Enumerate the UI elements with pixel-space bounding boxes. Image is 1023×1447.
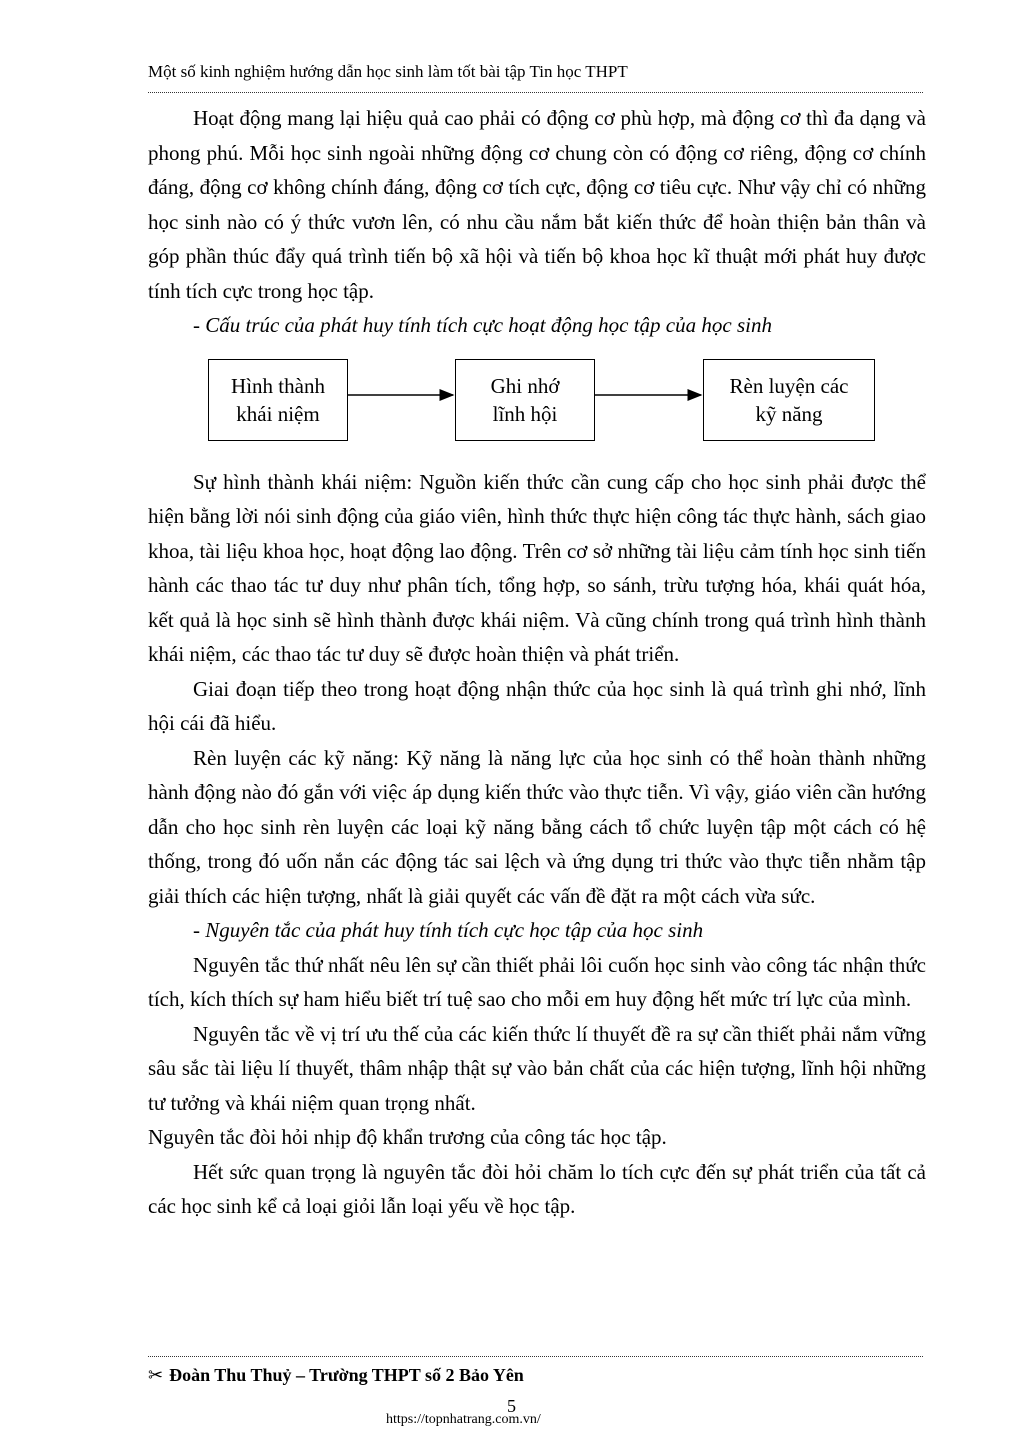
page-number: 5 — [507, 1396, 516, 1416]
footer-divider — [148, 1356, 923, 1357]
diagram-box-skills-line2: kỹ năng — [755, 401, 823, 426]
diagram-box-concept-line1: Hình thành — [231, 373, 325, 398]
paragraph-skills-training: Rèn luyện các kỹ năng: Kỹ năng là năng lực của học sinh có thể hoàn thành những hành động nào đó gắn với việc áp dụng kiến thức vào thực tiễn. Vì vậy, giáo viên cần hướng dẫn cho học sinh rèn luyện các loại kỹ năng bằng cách tổ chức luyện tập một cách có hệ thống, trong đó uốn nắn các động tác sai lệch và ứng dụng tri thức vào thực tiễn nhằm tập giải thích các hiện tượng, nhất là giải quyết các vấn đề đặt ra một cách vừa sức. — [148, 745, 926, 908]
page-header: Một số kinh nghiệm hướng dẫn học sinh làm tốt bài tập Tin học THPT — [148, 62, 628, 81]
header-divider — [148, 92, 923, 93]
caption-principles: - Nguyên tắc của phát huy tính tích cực học tập của học sinh — [193, 918, 704, 942]
diagram-box-concept-line2: khái niệm — [236, 401, 320, 426]
document-body — [148, 101, 926, 1224]
source-url[interactable]: https://topnhatrang.com.vn/ — [386, 1412, 541, 1427]
scissors-icon: ✂ — [148, 1365, 164, 1385]
structure-diagram — [148, 349, 926, 461]
paragraph-memorize-stage: Giai đoạn tiếp theo trong hoạt động nhận thức của học sinh là quá trình ghi nhớ, lĩnh hội cái đã hiểu. — [148, 676, 926, 735]
footer-author: Đoàn Thu Thuỷ – Trường THPT số 2 Bảo Yên — [169, 1365, 524, 1385]
paragraph-principle-1: Nguyên tắc thứ nhất nêu lên sự cần thiết phải lôi cuốn học sinh vào công tác nhận thức tích, kích thích sự ham hiểu biết trí tuệ sao cho mỗi em huy động hết mức trí lực của mình. — [148, 952, 926, 1011]
diagram-box-skills-line1: Rèn luyện các — [729, 373, 849, 398]
diagram-box-memorize-line2: lĩnh hội — [492, 401, 558, 426]
paragraph-principle-2: Nguyên tắc về vị trí ưu thế của các kiến thức lí thuyết đề ra sự cần thiết phải nắm vững sâu sắc tài liệu lí thuyết, thâm nhập thật sự vào bản chất của các hiện tượng, lĩnh hội những tư tưởng và khái niệm quan trọng nhất. — [148, 1021, 926, 1115]
paragraph-concept-formation: Sự hình thành khái niệm: Nguồn kiến thức cần cung cấp cho học sinh phải được thể hiện bằng lời nói sinh động của giáo viên, hình thức thực hiện công tác thực hành, sách giao khoa, tài liệu khoa học, hoạt động lao động. Trên cơ sở những tài liệu cảm tính học sinh tiến hành các thao tác tư duy như phân tích, tổng hợp, so sánh, trừu tượng hóa, khái quát hóa, kết quả là học sinh sẽ hình thành được khái niệm. Và cũng chính trong quá trình hình thành khái niệm, các thao tác tư duy sẽ được hoàn thiện và phát triển. — [148, 469, 926, 666]
paragraph-motivation: Hoạt động mang lại hiệu quả cao phải có động cơ phù hợp, mà động cơ thì đa dạng và phong phú. Mỗi học sinh ngoài những động cơ chung còn có động cơ riêng, động cơ chính đáng, động cơ không chính đáng, động cơ tích cực, động cơ tiêu cực. Như vậy chỉ có những học sinh nào có ý thức vươn lên, có nhu cầu nắm bắt kiến thức để hoàn thiện bản thân và góp phần thúc đẩy quá trình tiến bộ xã hội và tiến bộ khoa học kĩ thuật mới phát huy được tính tích cực trong học tập. — [148, 106, 926, 303]
diagram-arrows — [148, 349, 926, 461]
caption-structure: - Cấu trúc của phát huy tính tích cực hoạt động học tập của học sinh — [193, 313, 772, 337]
paragraph-principle-3: Nguyên tắc đòi hỏi nhịp độ khẩn trương của công tác học tập. — [148, 1125, 667, 1149]
paragraph-principle-4: Hết sức quan trọng là nguyên tắc đòi hỏi chăm lo tích cực đến sự phát triển của tất cả các học sinh kể cả loại giỏi lẫn loại yếu về học tập. — [148, 1159, 926, 1218]
footer-author-line — [148, 1363, 524, 1387]
diagram-box-memorize-line1: Ghi nhớ — [490, 373, 560, 398]
